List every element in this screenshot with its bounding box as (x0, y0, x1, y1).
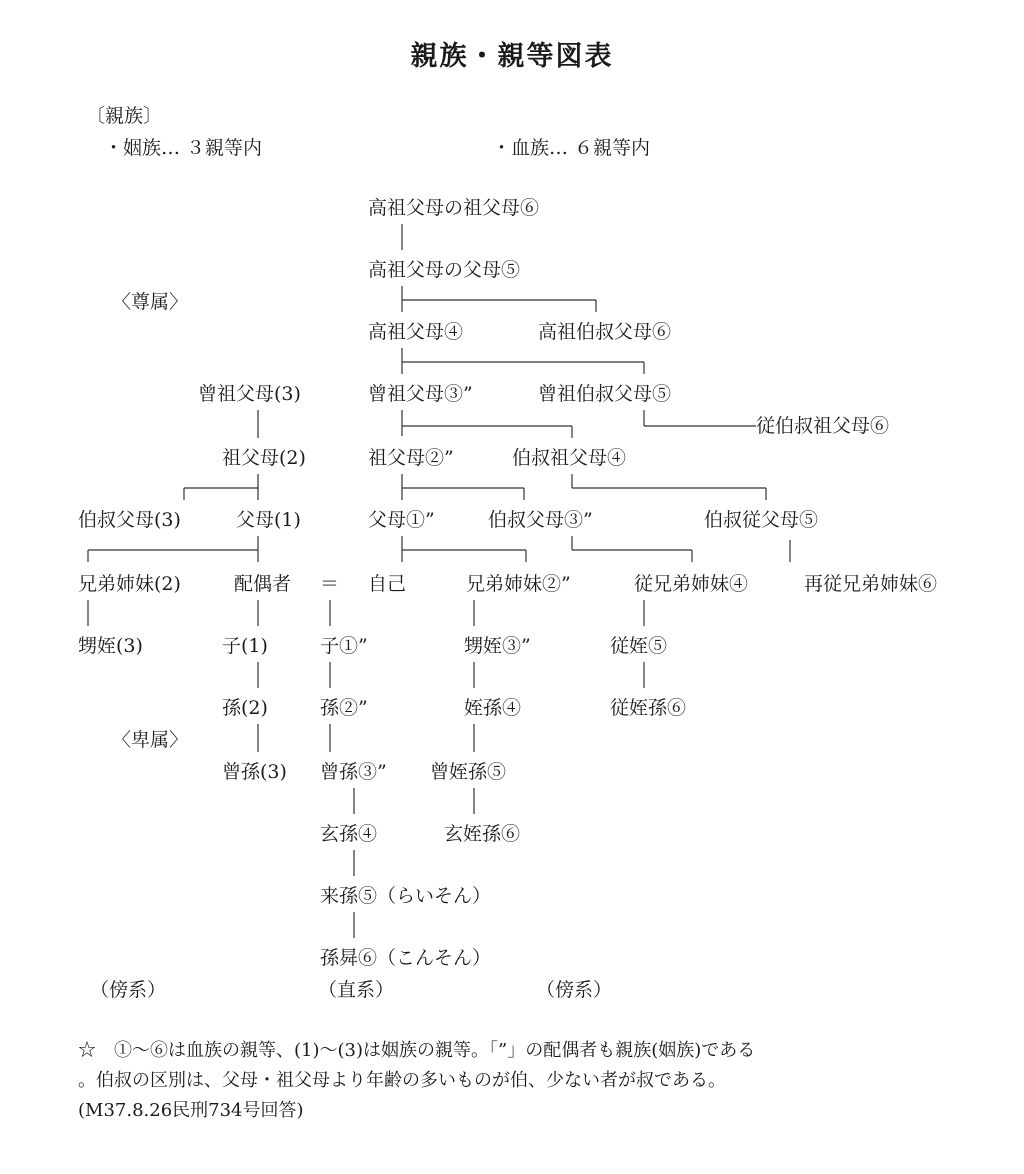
node-spouse: 配偶者 (234, 573, 292, 595)
node-konson: 孫曻⑥（こんそん） (320, 947, 492, 969)
node-in-sousofubo: 曾祖父母(3) (198, 383, 301, 405)
node-in-oimei: 甥姪(3) (78, 635, 143, 657)
blood-range: ・血族… ６親等内 (492, 137, 651, 159)
node-self: 自己 (368, 573, 407, 595)
node-in-himago: 曾孫(3) (222, 761, 287, 783)
direct-line-label: （直系） (318, 979, 395, 1001)
node-ju-tetsuson: 従姪孫⑥ (610, 697, 687, 719)
node-oimei: 甥姪③” (464, 635, 531, 657)
node-hakushuku-sofubo: 伯叔祖父母④ (512, 447, 627, 469)
node-so-tetsuson: 曾姪孫⑤ (430, 761, 507, 783)
node-hakushuku-fubo: 伯叔父母③” (488, 509, 593, 531)
affinity-range: ・姻族… ３親等内 (104, 137, 263, 159)
node-fubo: 父母①” (368, 509, 435, 531)
node-tetsuson: 姪孫④ (464, 697, 522, 719)
footnote-line-2: 。伯叔の区別は、父母・祖父母より年齢の多いものが伯、少ない者が叔である。 (78, 1070, 726, 1091)
collateral-right-label: （傍系） (536, 979, 613, 1001)
node-hakushuku-ju-fubo: 伯叔従父母⑤ (704, 509, 819, 531)
node-mago: 孫②” (320, 697, 368, 719)
node-kouso-sofubo: 高祖父母の祖父母⑥ (368, 197, 540, 219)
descendants-label: 〈卑属〉 (112, 729, 189, 751)
node-in-mago: 孫(2) (222, 697, 268, 719)
node-raison: 来孫⑤（らいそん） (320, 885, 492, 907)
node-in-kyoudai: 兄弟姉妹(2) (78, 573, 181, 595)
node-gen-tetsuson: 玄姪孫⑥ (444, 823, 521, 845)
node-in-sofubo: 祖父母(2) (222, 447, 306, 469)
node-in-hakushuku-fubo: 伯叔父母(3) (78, 509, 181, 531)
node-ju-tetsu: 従姪⑤ (610, 635, 668, 657)
node-kousofubo: 高祖父母④ (368, 321, 464, 343)
node-ko: 子①” (320, 635, 368, 657)
ascendants-label: 〈尊属〉 (112, 291, 189, 313)
node-kyoudai: 兄弟姉妹②” (466, 573, 571, 595)
node-himago: 曾孫③” (320, 761, 387, 783)
page-title: 親族・親等図表 (410, 41, 614, 72)
node-sofubo: 祖父母②” (368, 447, 454, 469)
footnote-line-3: (M37.8.26民刑734号回答) (78, 1100, 304, 1121)
collateral-left-label: （傍系） (90, 979, 167, 1001)
footnote-line-1: ☆ ①～⑥は血族の親等、(1)～(3)は姻族の親等。「”」の配偶者も親族(姻族)である (78, 1040, 756, 1061)
node-in-fubo: 父母(1) (236, 509, 301, 531)
node-kouso-hakushuku: 高祖伯叔父母⑥ (538, 321, 672, 343)
section-heading: 〔親族〕 (86, 105, 163, 127)
node-sousofubo: 曾祖父母③” (368, 383, 473, 405)
node-ju-kyoudai: 従兄弟姉妹④ (634, 573, 749, 595)
node-kouso-fubo: 高祖父母の父母⑤ (368, 259, 521, 281)
node-genson: 玄孫④ (320, 823, 378, 845)
node-in-ko: 子(1) (222, 635, 268, 657)
node-souso-hakushuku: 曾祖伯叔父母⑤ (538, 383, 672, 405)
spouse-link-equals: ＝ (320, 573, 340, 595)
node-saiju-kyoudai: 再従兄弟姉妹⑥ (804, 573, 938, 595)
node-ju-hakushuku-sofubo: 従伯叔祖父母⑥ (756, 415, 890, 437)
